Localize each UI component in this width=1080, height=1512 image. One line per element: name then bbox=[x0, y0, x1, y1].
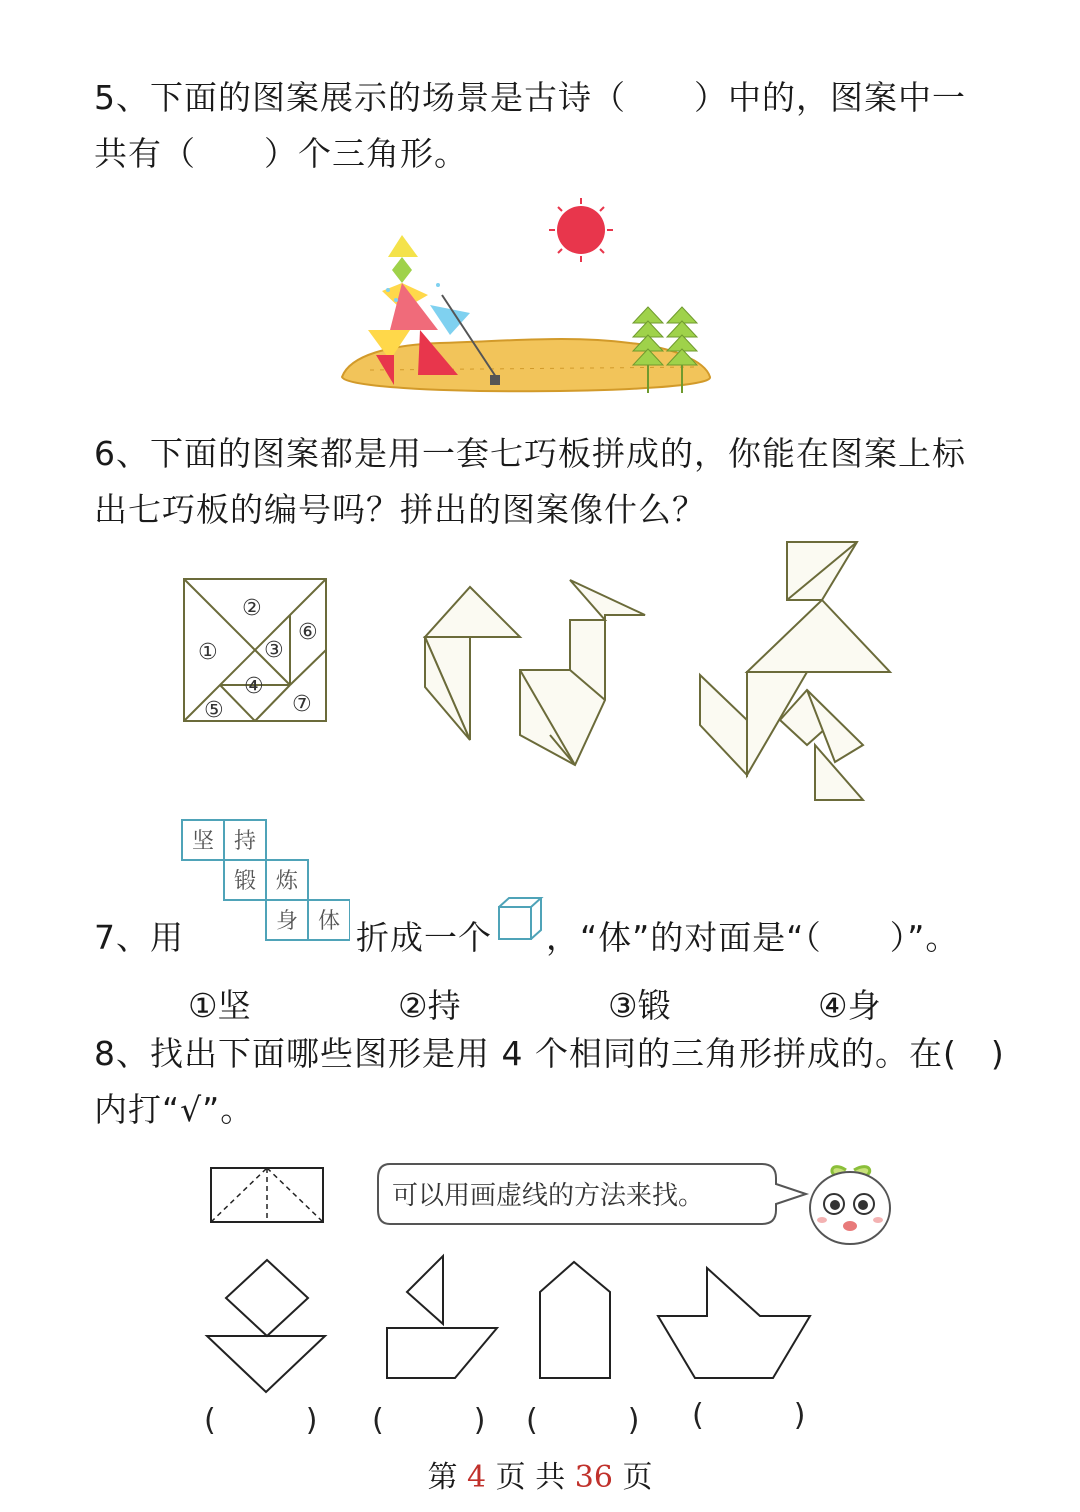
answer-paren-2[interactable]: ( ) bbox=[372, 1403, 486, 1438]
q5-line1: 5、下面的图案展示的场景是古诗（ ）中的，图案中一 bbox=[94, 78, 966, 117]
example-rectangle-dashed bbox=[208, 1165, 326, 1225]
answer-paren-3[interactable]: ( ) bbox=[526, 1403, 640, 1438]
q5-line2: 共有（ ）个三角形。 bbox=[94, 134, 468, 173]
q8-line2: 内打“√”。 bbox=[94, 1090, 255, 1129]
piece-label-5: ⑤ bbox=[204, 698, 224, 723]
piece-label-3: ③ bbox=[264, 638, 284, 663]
footer-pre: 第 bbox=[427, 1460, 468, 1495]
piece-label-4: ④ bbox=[244, 674, 264, 699]
net-cell-3: 锻 bbox=[234, 869, 257, 894]
net-cell-5: 身 bbox=[276, 909, 299, 934]
q6-line1: 6、下面的图案都是用一套七巧板拼成的，你能在图案上标 bbox=[94, 434, 966, 473]
q7-prefix: 7、用 bbox=[94, 918, 184, 957]
footer-post: 页 bbox=[612, 1460, 653, 1495]
cube-net bbox=[180, 818, 350, 946]
piece-label-2: ① bbox=[198, 640, 218, 665]
hint-text: 可以用画虚线的方法来找。 bbox=[392, 1181, 705, 1211]
piece-label-7: ⑦ bbox=[292, 692, 312, 717]
net-cell-1: 坚 bbox=[192, 829, 215, 854]
page-footer bbox=[0, 1452, 1080, 1496]
tangram-rooster-figure bbox=[415, 575, 655, 775]
cube-icon bbox=[496, 895, 544, 943]
q7-option-2[interactable]: ②持 bbox=[398, 986, 461, 1025]
shape1-diamond bbox=[226, 1260, 308, 1336]
answer-paren-4[interactable]: ( ) bbox=[692, 1398, 806, 1433]
net-cell-2: 持 bbox=[234, 829, 257, 854]
net-cell-6: 体 bbox=[318, 909, 341, 934]
q7-option-4[interactable]: ④身 bbox=[818, 986, 881, 1025]
q8-shapes bbox=[200, 1250, 840, 1400]
q7-suffix: ，“体”的对面是“（ ）”。 bbox=[546, 918, 960, 957]
q7-option-3[interactable]: ③锻 bbox=[608, 986, 671, 1025]
tangram-square-key bbox=[180, 575, 330, 725]
piece-label-1: ② bbox=[242, 596, 262, 621]
q7-option-1[interactable]: ①坚 bbox=[188, 986, 251, 1025]
shape3-house bbox=[540, 1262, 610, 1378]
answer-paren-1[interactable]: ( ) bbox=[204, 1403, 318, 1438]
q5-poem-scene-illustration bbox=[330, 195, 720, 405]
mascot-icon bbox=[810, 1167, 890, 1244]
q6-line2: 出七巧板的编号吗？拼出的图案像什么？ bbox=[94, 490, 706, 529]
shape1-triangle bbox=[207, 1336, 325, 1392]
shape2-hull bbox=[387, 1328, 497, 1378]
total-page-number: 36 bbox=[574, 1460, 613, 1495]
q7-middle: 折成一个 bbox=[356, 918, 492, 957]
shape4-boat bbox=[658, 1268, 810, 1378]
tangram-runner-figure bbox=[695, 540, 895, 805]
footer-mid: 页 共 bbox=[486, 1460, 575, 1495]
piece-label-6: ⑥ bbox=[298, 620, 318, 645]
net-cell-4: 炼 bbox=[276, 869, 299, 894]
current-page-number: 4 bbox=[467, 1460, 487, 1495]
shape2-sail bbox=[407, 1256, 443, 1324]
q8-line1: 8、找出下面哪些图形是用 4 个相同的三角形拼成的。在( ) bbox=[94, 1034, 1005, 1073]
